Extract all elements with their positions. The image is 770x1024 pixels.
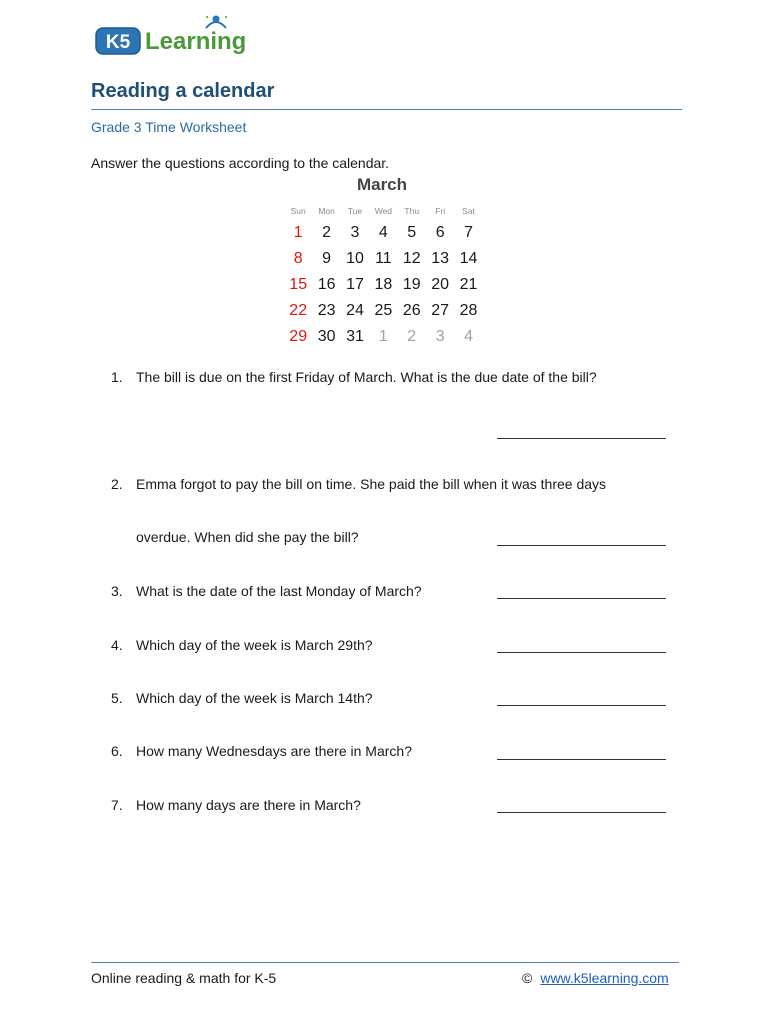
question-1: [111, 369, 597, 385]
question-4: [111, 637, 373, 653]
weekday-mon: Mon: [318, 206, 335, 216]
logo-k5-text: K5: [105, 32, 131, 53]
calendar-date: 11: [375, 250, 392, 267]
footer-copyright: [522, 970, 669, 986]
calendar-date: 30: [317, 328, 336, 345]
calendar-date: 8: [293, 250, 303, 267]
calendar-date: 23: [317, 302, 336, 319]
question-2-continued: overdue. When did she pay the bill?: [136, 529, 359, 545]
question-number: 7.: [111, 797, 123, 813]
footer-tagline: Online reading & math for K-5: [91, 970, 277, 986]
weekday-sun: Sun: [290, 206, 306, 216]
calendar-date: 4: [464, 328, 473, 345]
weekday-sat: Sat: [462, 206, 475, 216]
question-number: 2.: [111, 476, 123, 492]
calendar-date: 4: [378, 224, 388, 241]
instructions: Answer the questions according to the calendar.: [91, 155, 390, 171]
question-text: How many days are there in March?: [136, 797, 361, 813]
answer-blank-6[interactable]: [497, 759, 666, 760]
question-3: [111, 583, 422, 599]
calendar-date: 25: [374, 302, 393, 319]
calendar-date: 22: [289, 302, 308, 319]
question-text: Emma forgot to pay the bill on time. She paid the bill when it was three days: [136, 476, 607, 492]
k5-learning-logo: [95, 14, 265, 58]
calendar-date: 19: [402, 276, 421, 293]
weekday-wed: Wed: [374, 206, 393, 216]
page-title: Reading a calendar: [91, 80, 275, 102]
calendar-date: 13: [431, 250, 450, 267]
question-2: [111, 476, 606, 492]
calendar-date: 18: [374, 276, 393, 293]
calendar-date: 1: [378, 328, 388, 345]
copyright-symbol: ©: [522, 970, 533, 986]
calendar-date: 28: [459, 302, 478, 319]
calendar-date: 27: [431, 302, 450, 319]
question-number: 4.: [111, 637, 123, 653]
weekday-thu: Thu: [404, 206, 420, 216]
answer-blank-3[interactable]: [497, 598, 666, 599]
calendar-date: 2: [322, 224, 332, 241]
calendar-date: 26: [402, 302, 421, 319]
calendar-weekday-row: [284, 202, 484, 220]
calendar-date: 10: [346, 250, 364, 267]
answer-blank-4[interactable]: [497, 652, 666, 653]
answer-blank-1[interactable]: [497, 438, 666, 439]
question-6: [111, 743, 412, 759]
question-text: What is the date of the last Monday of March?: [136, 583, 422, 599]
calendar-date: 9: [322, 250, 332, 267]
logo-learning-text: Learning: [145, 28, 247, 55]
calendar-date: 7: [464, 224, 473, 241]
calendar-date: 31: [346, 328, 364, 345]
calendar-date: 6: [435, 224, 445, 241]
worksheet-subtitle: Grade 3 Time Worksheet: [91, 119, 247, 135]
calendar-date: 3: [435, 328, 445, 345]
question-number: 6.: [111, 743, 123, 759]
calendar-date: 21: [459, 276, 478, 293]
question-number: 1.: [111, 369, 123, 385]
question-5: [111, 690, 373, 706]
calendar-date: 29: [289, 328, 308, 345]
title-divider: [91, 109, 682, 110]
calendar-date: 2: [407, 328, 417, 345]
calendar-date: 24: [346, 302, 364, 319]
answer-blank-2[interactable]: [497, 545, 666, 546]
calendar-date: 15: [289, 276, 308, 293]
answer-blank-5[interactable]: [497, 705, 666, 706]
question-text: Which day of the week is March 14th?: [136, 690, 373, 706]
weekday-fri: Fri: [435, 206, 446, 216]
question-text: The bill is due on the first Friday of March. What is the due date of the bill?: [136, 369, 597, 385]
calendar-date: 20: [431, 276, 450, 293]
question-7: [111, 797, 361, 813]
calendar-date: 17: [346, 276, 364, 293]
calendar-date: 3: [350, 224, 360, 241]
calendar-date: 5: [407, 224, 417, 241]
question-text: Which day of the week is March 29th?: [136, 637, 373, 653]
calendar: [284, 174, 484, 350]
calendar-date: 1: [293, 224, 303, 241]
calendar-month: March: [356, 175, 408, 194]
question-text: How many Wednesdays are there in March?: [136, 743, 412, 759]
calendar-date: 12: [402, 250, 421, 267]
calendar-date: 14: [459, 250, 478, 267]
weekday-tue: Tue: [347, 206, 363, 216]
footer-website-link[interactable]: www.k5learning.com: [540, 970, 669, 986]
calendar-date: 16: [317, 276, 336, 293]
calendar-date-grid: [284, 220, 484, 350]
footer-divider: [91, 962, 679, 963]
question-number: 5.: [111, 690, 123, 706]
answer-blank-7[interactable]: [497, 812, 666, 813]
question-number: 3.: [111, 583, 123, 599]
